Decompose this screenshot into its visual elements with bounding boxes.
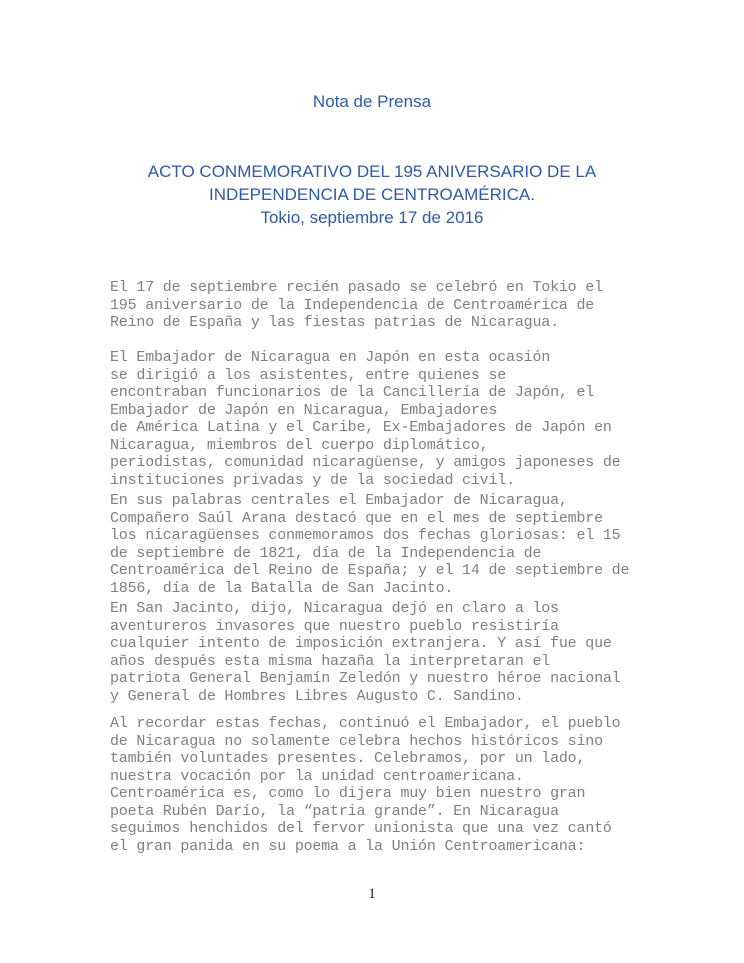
text-line: encontraban funcionarios de la Cancillería de Japón, el: [110, 384, 595, 401]
text-line: y General de Hombres Libres Augusto C. Sandino.: [110, 687, 524, 705]
paragraph: [110, 492, 710, 597]
text-line: cualquier intento de imposición extranjera. Y así fue que: [110, 635, 612, 652]
text-line: Nicaragua, miembros del cuerpo diplomático,: [110, 436, 489, 454]
text-line: Compañero Saúl Arana destacó que en el mes de septiembre: [110, 509, 603, 527]
text-line: Centroamérica es, como lo dijera muy bien nuestro gran: [110, 785, 586, 802]
text-line: Reino de España y las fiestas patrias de Nicaragua.: [110, 314, 559, 331]
text-line: de Nicaragua no solamente celebra hechos históricos sino: [110, 732, 603, 750]
text-line: nuestra vocación por la unidad centroamericana.: [110, 767, 524, 785]
text-line: 195 aniversario de la Independencia de Centroamérica de: [110, 296, 595, 314]
text-line: periodistas, comunidad nicaragüense, y amigos japoneses de: [110, 454, 621, 471]
main-title: [0, 160, 744, 229]
text-line: se dirigió a los asistentes, entre quienes se: [110, 366, 507, 384]
dateline: Tokio, septiembre 17 de 2016: [260, 208, 484, 227]
text-line: aventureros invasores que nuestro pueblo resistiría: [110, 617, 559, 635]
text-line: de septiembre de 1821, día de la Independencia de: [110, 544, 542, 562]
text-line: años después esta misma hazaña la interpretaran el: [110, 652, 551, 670]
text-line: En San Jacinto, dijo, Nicaragua dejó en claro a los: [110, 600, 559, 617]
paragraph: [110, 715, 710, 855]
text-line: también voluntades presentes. Celebramos, por un lado,: [110, 750, 586, 767]
text-line: El Embajador de Nicaragua en Japón en esta ocasión: [110, 349, 551, 366]
text-line: patriota General Benjamín Zeledón y nuestro héroe nacional: [110, 670, 621, 687]
paragraph: [110, 279, 710, 332]
text-line: El 17 de septiembre recién pasado se celebró en Tokio el: [110, 279, 603, 296]
text-line: Al recordar estas fechas, continuó el Embajador, el pueblo: [110, 715, 621, 732]
text-line: 1856, día de la Batalla de San Jacinto.: [110, 579, 454, 597]
title-line: INDEPENDENCIA DE CENTROAMÉRICA.: [209, 185, 535, 204]
text-line: el gran panida en su poema a la Unión Centroamericana:: [110, 837, 586, 855]
text-line: instituciones privadas y de la sociedad civil.: [110, 471, 515, 489]
text-line: seguimos henchidos del fervor unionista que una vez cantó: [110, 820, 612, 837]
text-line: Embajador de Japón en Nicaragua, Embajadores: [110, 401, 498, 419]
paragraph: [110, 349, 710, 489]
note-title: Nota de Prensa: [312, 92, 432, 111]
text-line: poeta Rubén Darío, la “patria grande”. En Nicaragua: [110, 802, 559, 820]
text-line: los nicaragüenses conmemoramos dos fechas gloriosas: el 15: [110, 527, 621, 544]
paragraph: [110, 600, 710, 705]
title-line: ACTO CONMEMORATIVO DEL 195 ANIVERSARIO DE LA: [147, 162, 597, 181]
page-number: 1: [368, 886, 376, 902]
text-line: En sus palabras centrales el Embajador de Nicaragua,: [110, 492, 568, 509]
text-line: Centroamérica del Reino de España; y el 14 de septiembre de: [110, 562, 630, 579]
text-line: de América Latina y el Caribe, Ex-Embajadores de Japón en: [110, 419, 612, 436]
